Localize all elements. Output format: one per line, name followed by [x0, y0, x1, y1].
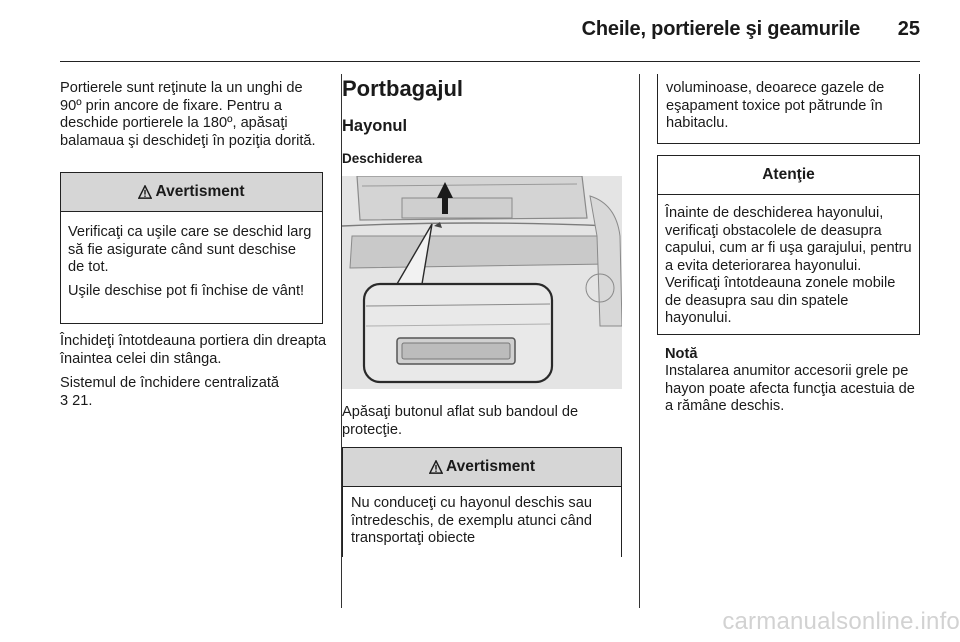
warning-title: Avertisment: [155, 183, 245, 200]
warning-box-tailgate: [342, 447, 622, 557]
warning-triangle-icon: [138, 185, 152, 199]
warning-box-header: [61, 173, 322, 212]
warning-triangle-icon: [429, 460, 443, 474]
page-number: 25: [897, 18, 920, 40]
warning-box-body: [61, 212, 322, 300]
column-divider-right: [639, 74, 640, 608]
subsection-title: Hayonul: [342, 117, 408, 135]
central-locking-line: Sistemul de închidere centralizată: [60, 375, 280, 391]
continued-warning-box: [657, 74, 920, 144]
subsubsection-title: Deschiderea: [342, 151, 423, 166]
warning-title: Avertisment: [445, 458, 535, 475]
watermark: carmanualsonline.info: [722, 608, 960, 635]
central-locking-paragraph: [60, 375, 328, 410]
caution-box-body: [658, 195, 919, 328]
warning-box-doors: [60, 172, 323, 324]
caution-title: Atenţie: [762, 166, 815, 183]
intro-paragraph: Portierele sunt reţinute la un unghi de 90º prin ancore de fixare. Pentru a deschide portierele la 180º, apăsaţi balamaua şi deschideţi în poziţia dorită.: [60, 80, 316, 149]
note-text: Instalarea anumitor accesorii grele pe hayon poate afecta funcţia acestuia de a rămâne deschis.: [665, 363, 915, 414]
section-title: Portbagajul: [342, 76, 464, 101]
caution-text: Înainte de deschiderea hayonului, verificaţi obstacolele de deasupra capului, cum ar fi uşa garajului, pentru a evita deteriorarea hayonului. Verificaţi întotdeauna zonele mobile de deasupra sau din spatele hayonului.: [665, 205, 912, 326]
header-title: Cheile, portierele şi geamurile: [581, 18, 860, 40]
page-reference: 3 21.: [60, 392, 93, 409]
warning-box-body: [343, 487, 621, 548]
warning-paragraph: Uşile deschise pot fi închise de vânt!: [68, 282, 305, 299]
note-title: Notă: [665, 346, 698, 362]
tailgate-release-button-illustration: [342, 176, 622, 389]
caution-box-header: [658, 156, 919, 195]
caution-box: [657, 155, 920, 335]
warning-paragraph: Nu conduceţi cu hayonul deschis sau întredeschis, de exemplu atunci când transportaţi obiecte: [351, 495, 592, 546]
header-divider: [60, 61, 920, 62]
warning-box-header: [343, 448, 621, 487]
closing-order-paragraph: Închideţi întotdeauna portiera din dreapta înaintea celei din stânga.: [60, 333, 327, 367]
tailgate-figure: [342, 176, 622, 389]
warning-paragraph: Verificaţi ca uşile care se deschid larg să fie asigurate când sunt deschise de tot.: [68, 224, 312, 275]
warning-continued-text: voluminoase, deoarece gazele de eşapament toxice pot pătrunde în habitaclu.: [666, 80, 885, 131]
figure-caption: Apăsaţi butonul aflat sub bandoul de protecţie.: [342, 404, 579, 438]
